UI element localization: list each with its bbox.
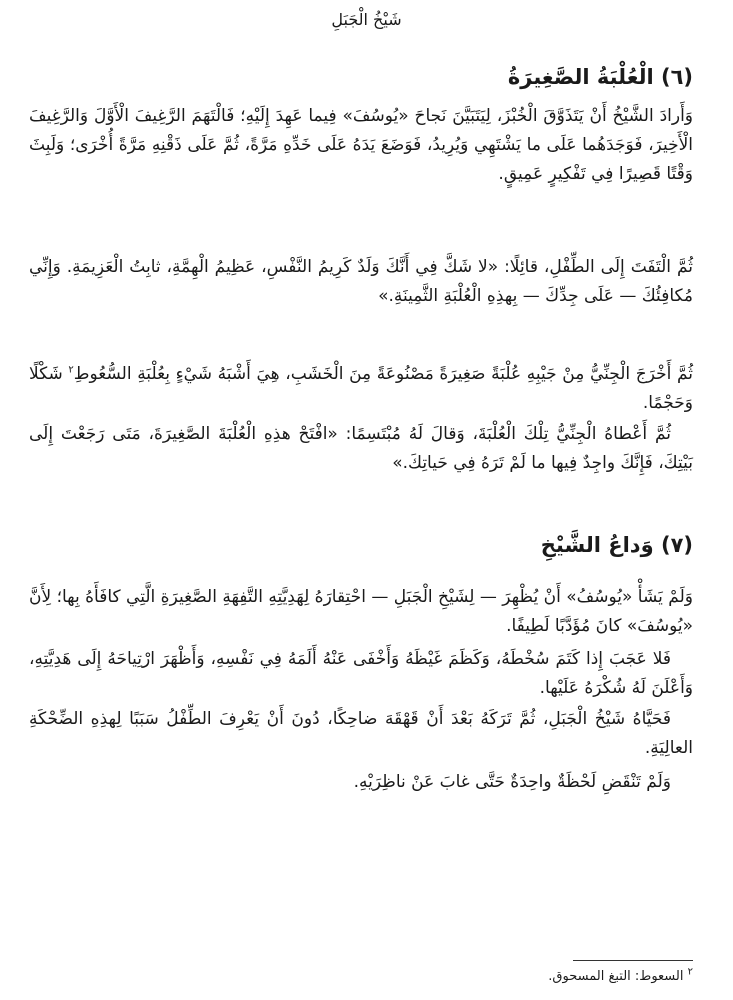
footnote-text: السعوط: التبغ المسحوق. xyxy=(548,969,684,984)
footnote-divider xyxy=(573,960,693,961)
footnote-number: ٢ xyxy=(687,966,693,978)
section-6-paragraph-3 xyxy=(29,360,693,418)
footnote xyxy=(29,966,693,988)
section-6-paragraph-3-text: ثُمَّ أَخْرَجَ الْجِنِّيُّ مِنْ جَيْبِهِ عُلْبَةً صَغِيرَةً مَصْنُوعَةً مِنَ الْخَشَبِ، هِيَ أَشْبَهُ شَيْءٍ بِعُلْبَةِ السُّعُوطِ xyxy=(73,364,694,384)
section-6-paragraph-4: ثُمَّ أَعْطاهُ الْجِنِّيُّ تِلْكَ الْعُلْبَةَ، وَقالَ لَهُ مُبْتَسِمًا: «افْتَحْ هذِهِ الْعُلْبَةَ الصَّغِيرَةَ، مَتَى رَجَعْتَ إِلَى بَيْتِكَ، فَإِنَّكَ واجِدٌ فِيها ما لَمْ تَرَهُ فِي حَياتِكَ.» xyxy=(29,424,693,473)
section-7-paragraph-1: وَلَمْ يَشَأْ «يُوسُفُ» أَنْ يُظْهِرَ — لِشَيْخِ الْجَبَلِ — احْتِقارَهُ لِهَدِيَّتِهِ التَّفِهَةِ الصَّغِيرَةِ الَّتِي كافَأَهُ بِها؛ لِأَنَّ «يُوسُفَ» كانَ مُؤَدَّبًا لَطِيفًا. xyxy=(29,587,693,636)
section-7-paragraph-3: فَحَيَّاهُ شَيْخُ الْجَبَلِ، ثُمَّ تَرَكَهُ بَعْدَ أَنْ قَهْقَهَ ضاحِكًا، دُونَ أَنْ يَعْرِفَ الطِّفْلُ سَبَبًا لِهذِهِ الضِّحْكَةِ العالِيَةِ. xyxy=(29,709,693,758)
section-6-paragraph-2: ثُمَّ الْتَفَتَ إِلَى الطِّفْلِ، قائِلًا: «لا شَكَّ فِي أَنَّكَ وَلَدٌ كَرِيمُ النَّفْسِ، عَظِيمُ الْهِمَّةِ، ثابِتُ الْعَزِيمَةِ. وَإِنِّي مُكافِئُكَ — عَلَى جِدِّكَ — بِهذِهِ الْعُلْبَةِ الثَّمِينَةِ.» xyxy=(29,257,693,306)
running-head: شَيْخُ الْجَبَلِ xyxy=(331,10,402,29)
footnote-ref: ٢ xyxy=(68,364,74,376)
section-7-paragraph-4: وَلَمْ تَنْقَضِ لَحْظَةٌ واحِدَةٌ حَتَّى غابَ عَنْ ناظِرَيْهِ. xyxy=(353,772,671,792)
section-6-title: (٦) الْعُلْبَةُ الصَّغِيرَةُ xyxy=(507,65,693,89)
section-7-paragraph-2: فَلا عَجَبَ إِذا كَتَمَ سُخْطَهُ، وَكَظَمَ غَيْظَهُ وَأَخْفَى عَنْهُ أَلَمَهُ فِي نَفْسِهِ، وَأَظْهَرَ ارْتِياحَهُ إِلَى هَدِيَّتِهِ، وَأَعْلَنَ لَهُ شُكْرَهُ عَلَيْها. xyxy=(29,649,693,698)
section-6-paragraph-1: وَأَرادَ الشَّيْخُ أَنْ يَتَذَوَّقَ الْخُبْزَ، لِيَتَبَيَّنَ نَجاحَ «يُوسُفَ» فِيما عَهِدَ إِلَيْهِ؛ فَالْتَهَمَ الرَّغِيفَ الْأَوَّلَ وَالرَّغِيفَ الْأَخِيرَ، فَوَجَدَهُما عَلَى ما يَشْتَهِي وَيُرِيدُ، فَوَضَعَ يَدَهُ عَلَى خَدِّهِ مَرَّةً، ثُمَّ عَلَى ذَقْنِهِ مَرَّةً أُخْرَى؛ وَلَبِثَ وَقْتًا قَصِيرًا فِي تَفْكِيرٍ عَمِيقٍ. xyxy=(29,106,693,184)
section-6-paragraph-3-end: شَكْلًا وَحَجْمًا. xyxy=(29,364,693,413)
section-7-title: (٧) وَداعُ الشَّيْخِ xyxy=(540,533,693,557)
